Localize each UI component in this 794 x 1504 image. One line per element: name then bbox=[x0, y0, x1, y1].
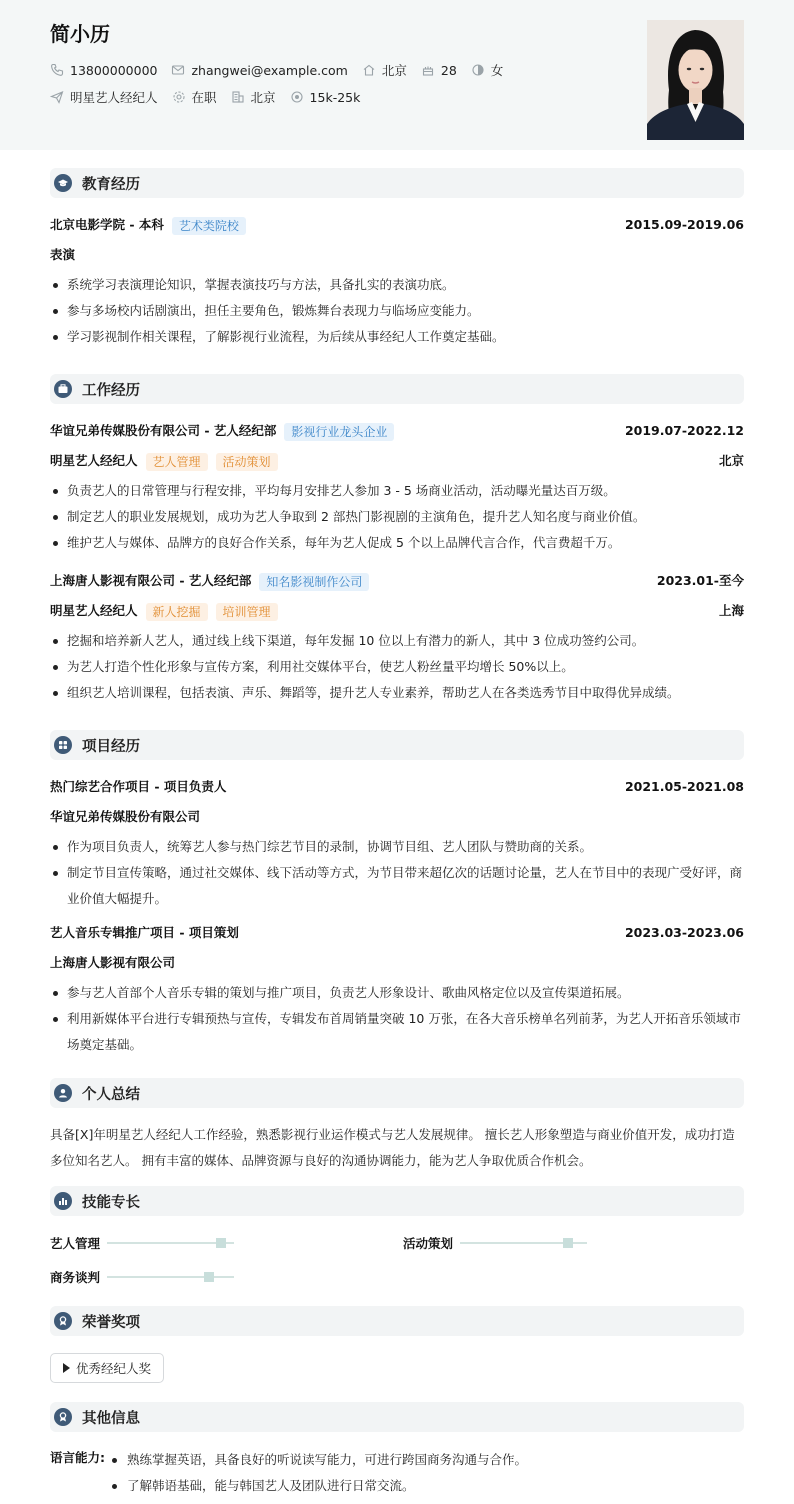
project-name: 热门综艺合作项目 - 项目负责人 bbox=[50, 779, 227, 794]
status-item bbox=[172, 88, 217, 106]
summary-title: 个人总结 bbox=[82, 1086, 140, 1103]
skill-track bbox=[107, 1242, 234, 1244]
skills-title: 技能专长 bbox=[82, 1194, 140, 1211]
role-tag: 新人挖掘 bbox=[146, 603, 208, 621]
education-bullets bbox=[50, 272, 744, 350]
job-location: 北京 bbox=[718, 453, 744, 468]
skill-item bbox=[50, 1268, 234, 1286]
job-2-bullets bbox=[50, 628, 744, 706]
job-item bbox=[50, 88, 158, 106]
skill-level-marker bbox=[204, 1272, 214, 1282]
project-1-row bbox=[50, 778, 744, 796]
role-tag: 活动策划 bbox=[216, 453, 278, 471]
skill-item bbox=[403, 1234, 587, 1252]
list-item: 系统学习表演理论知识，掌握表演技巧与方法，具备扎实的表演功底。 bbox=[50, 272, 744, 298]
target-city-item bbox=[231, 88, 276, 106]
gender-value: 女 bbox=[490, 63, 504, 78]
job-2-role-row bbox=[50, 602, 744, 621]
skill-name: 商务谈判 bbox=[50, 1270, 101, 1285]
job-role: 明星艺人经纪人 bbox=[50, 603, 138, 618]
job-2-company-row bbox=[50, 572, 744, 591]
company-name: 华谊兄弟传媒股份有限公司 - 艺人经纪部 bbox=[50, 423, 277, 438]
role-tag: 艺人管理 bbox=[146, 453, 208, 471]
email-item bbox=[171, 63, 347, 78]
project-name: 艺人音乐专辑推广项目 - 项目策划 bbox=[50, 925, 239, 940]
job-date: 2023.01-至今 bbox=[656, 573, 744, 588]
list-item: 制定艺人的职业发展规划，成功为艺人争取到 2 部热门影视剧的主演角色，提升艺人知名度与商业价值。 bbox=[50, 504, 744, 530]
language-list bbox=[110, 1447, 744, 1499]
contact-row bbox=[50, 61, 517, 79]
company-name: 上海唐人影视有限公司 - 艺人经纪部 bbox=[50, 573, 252, 588]
grid-icon bbox=[54, 736, 72, 754]
list-item: 制定节目宣传策略，通过社交媒体、线下活动等方式，为节目带来超亿次的话题讨论量，艺人在节目中的表现广受好评，商业价值大幅提升。 bbox=[50, 860, 744, 912]
project-org: 华谊兄弟传媒股份有限公司 bbox=[50, 809, 201, 824]
skill-name: 活动策划 bbox=[403, 1236, 454, 1251]
education-school-row bbox=[50, 216, 744, 235]
profile-photo bbox=[647, 20, 744, 140]
list-item: 维护艺人与媒体、品牌方的良好合作关系，每年为艺人促成 5 个以上品牌代言合作，代言费超千万。 bbox=[50, 530, 744, 556]
target-city-value: 北京 bbox=[250, 90, 276, 105]
school-tag: 艺术类院校 bbox=[172, 217, 246, 235]
project-1-bullets bbox=[50, 834, 744, 912]
send-icon bbox=[50, 90, 64, 104]
projects-section-header bbox=[50, 730, 744, 760]
bar-chart-icon bbox=[54, 1192, 72, 1210]
education-title: 教育经历 bbox=[82, 176, 140, 193]
phone-icon bbox=[50, 63, 64, 77]
mail-icon bbox=[171, 63, 185, 77]
school-name: 北京电影学院 - 本科 bbox=[50, 217, 164, 232]
company-tag: 影视行业龙头企业 bbox=[284, 423, 394, 441]
skill-item bbox=[50, 1234, 234, 1252]
age-value: 28 bbox=[440, 62, 457, 78]
list-item: 挖掘和培养新人艺人，通过线上线下渠道，每年发掘 10 位以上有潜力的新人，其中 3 位成功签约公司。 bbox=[50, 628, 744, 654]
award-item bbox=[50, 1353, 164, 1383]
language-label: 语言能力: bbox=[50, 1450, 105, 1465]
project-date: 2023.03-2023.06 bbox=[624, 925, 744, 940]
other-section-header bbox=[50, 1402, 744, 1432]
list-item: 负责艺人的日常管理与行程安排，平均每月安排艺人参加 3 - 5 场商业活动，活动曝光量达百万级。 bbox=[50, 478, 744, 504]
skills-section-header bbox=[50, 1186, 744, 1216]
list-item: 参与多场校内话剧演出，担任主要角色，锻炼舞台表现力与临场应变能力。 bbox=[50, 298, 744, 324]
home-icon bbox=[362, 63, 376, 77]
job-role: 明星艺人经纪人 bbox=[50, 453, 138, 468]
skill-name: 艺人管理 bbox=[50, 1236, 101, 1251]
list-item: 了解韩语基础，能与韩国艺人及团队进行日常交流。 bbox=[110, 1473, 744, 1499]
list-item: 组织艺人培训课程，包括表演、声乐、舞蹈等，提升艺人专业素养，帮助艺人在各类选秀节目中取得优异成绩。 bbox=[50, 680, 744, 706]
salary-value: 15k-25k bbox=[309, 89, 361, 105]
awards-section-header bbox=[50, 1306, 744, 1336]
skill-level-marker bbox=[216, 1238, 226, 1248]
work-title: 工作经历 bbox=[82, 382, 140, 399]
project-2-bullets bbox=[50, 980, 744, 1058]
info-icon bbox=[54, 1408, 72, 1426]
city-item bbox=[362, 61, 407, 79]
job-location: 上海 bbox=[718, 603, 744, 618]
list-item: 为艺人打造个性化形象与宣传方案，利用社交媒体平台，使艺人粉丝量平均增长 50%以上。 bbox=[50, 654, 744, 680]
phone-item bbox=[50, 63, 157, 78]
age-icon bbox=[421, 63, 435, 77]
age-item bbox=[421, 63, 457, 78]
work-section-header bbox=[50, 374, 744, 404]
awards-title: 荣誉奖项 bbox=[82, 1314, 140, 1331]
job-value: 明星艺人经纪人 bbox=[70, 90, 158, 105]
list-item: 参与艺人首部个人音乐专辑的策划与推广项目，负责艺人形象设计、歌曲风格定位以及宣传渠道拓展。 bbox=[50, 980, 744, 1006]
project-org: 上海唐人影视有限公司 bbox=[50, 955, 176, 970]
projects-title: 项目经历 bbox=[82, 738, 140, 755]
summary-section-header bbox=[50, 1078, 744, 1108]
education-major: 表演 bbox=[50, 247, 76, 262]
briefcase-icon bbox=[54, 380, 72, 398]
gender-item bbox=[471, 61, 504, 79]
list-item: 作为项目负责人，统筹艺人参与热门综艺节目的录制，协调节目组、艺人团队与赞助商的关系。 bbox=[50, 834, 744, 860]
job-1-company-row bbox=[50, 422, 744, 441]
salary-icon bbox=[290, 90, 304, 104]
building-icon bbox=[231, 90, 245, 104]
other-title: 其他信息 bbox=[82, 1410, 140, 1427]
skill-track bbox=[107, 1276, 234, 1278]
job-1-bullets bbox=[50, 478, 744, 556]
city-value: 北京 bbox=[381, 63, 407, 78]
project-date: 2021.05-2021.08 bbox=[624, 779, 744, 794]
award-name: 优秀经纪人奖 bbox=[76, 1361, 152, 1376]
job-1-role-row bbox=[50, 452, 744, 471]
user-icon bbox=[54, 1084, 72, 1102]
skill-track bbox=[460, 1242, 587, 1244]
status-icon bbox=[172, 90, 186, 104]
award-icon bbox=[54, 1312, 72, 1330]
list-item: 熟练掌握英语，具备良好的听说读写能力，可进行跨国商务沟通与合作。 bbox=[110, 1447, 744, 1473]
skill-level-marker bbox=[563, 1238, 573, 1248]
graduation-cap-icon bbox=[54, 174, 72, 192]
gender-icon bbox=[471, 63, 485, 77]
candidate-name: 简小历 bbox=[50, 22, 110, 46]
resume-header bbox=[0, 0, 794, 150]
list-item: 利用新媒体平台进行专辑预热与宣传，专辑发布首周销量突破 10 万张，在各大音乐榜单名列前茅，为艺人开拓音乐领域市场奠定基础。 bbox=[50, 1006, 744, 1058]
role-tag: 培训管理 bbox=[216, 603, 278, 621]
project-2-row bbox=[50, 924, 744, 942]
status-value: 在职 bbox=[191, 90, 217, 105]
company-tag: 知名影视制作公司 bbox=[259, 573, 369, 591]
education-date: 2015.09-2019.06 bbox=[624, 217, 744, 232]
salary-item bbox=[290, 90, 361, 105]
summary-text: 具备[X]年明星艺人经纪人工作经验，熟悉影视行业运作模式与艺人发展规律。 擅长艺人形象塑造与商业价值开发，成功打造多位知名艺人。 拥有丰富的媒体、品牌资源与良好的沟通协调能力，能为艺人争取优质合作机会。 bbox=[50, 1127, 735, 1168]
email-value: zhangwei@example.com bbox=[191, 62, 348, 78]
education-section-header bbox=[50, 168, 744, 198]
job-intent-row bbox=[50, 88, 374, 106]
job-date: 2019.07-2022.12 bbox=[624, 423, 744, 438]
play-icon bbox=[63, 1363, 70, 1373]
list-item: 学习影视制作相关课程，了解影视行业流程，为后续从事经纪人工作奠定基础。 bbox=[50, 324, 744, 350]
phone-value: 13800000000 bbox=[70, 62, 158, 78]
